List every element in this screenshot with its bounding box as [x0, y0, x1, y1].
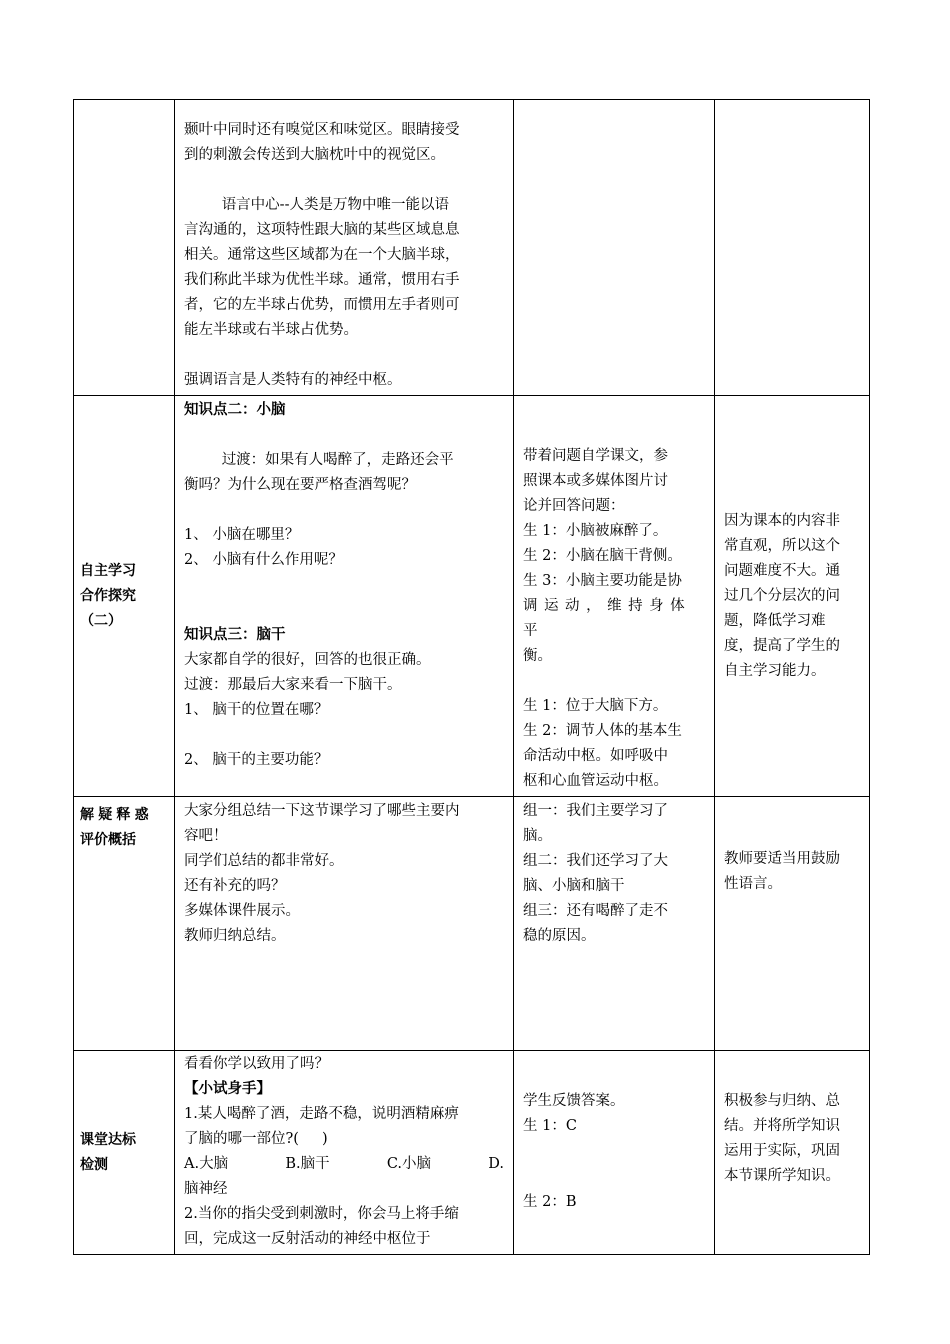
text-line: 看看你学以致用了吗？ [184, 1056, 329, 1072]
stage-label: 合作探究 [80, 587, 136, 604]
text-line: 本节课所学知识。 [724, 1168, 840, 1184]
text-line: 教师归纳总结。 [184, 928, 286, 944]
text-line: 生 2：B [523, 1194, 577, 1210]
stage-label: 解疑释惑 [80, 807, 153, 823]
text-line: 生 1：C [523, 1118, 577, 1134]
stage-label-cell [74, 396, 175, 797]
text-line: 我们称此半球为优性半球。通常，惯用右手 [184, 272, 460, 288]
text-line: 到的刺激会传送到大脑枕叶中的视觉区。 [184, 147, 445, 163]
table-row [74, 100, 870, 396]
text-line: 还有补充的吗？ [184, 878, 286, 894]
text-line: 教师要适当用鼓励 [724, 851, 840, 867]
text-line: 相关。通常这些区域都为在一个大脑半球， [184, 247, 460, 263]
text-line: 问题难度不大。通 [724, 562, 840, 579]
text-line: 运用于实际，巩固 [724, 1143, 840, 1159]
design-intent-cell [715, 100, 870, 396]
lesson-plan-table [73, 99, 870, 1255]
text-line: 调运动，维持身体平 [523, 598, 692, 639]
knowledge-point-title: 知识点三：脑干 [184, 627, 286, 643]
option-c: C.小脑 [386, 1156, 432, 1172]
text-line: 组二：我们还学习了大 [523, 853, 668, 869]
text-line: 过渡：如果有人喝醉了，走路还会平 [221, 452, 454, 468]
design-intent-cell [715, 396, 870, 797]
text-line: 生 1：小脑被麻醉了。 [523, 523, 668, 539]
design-intent-cell [715, 797, 870, 1051]
question-item: 1、 脑干的位置在哪？ [184, 702, 329, 718]
text-line: 照课本或多媒体图片讨 [523, 473, 668, 489]
text-line: 题，降低学习难 [724, 612, 826, 629]
text-line: 学生反馈答案。 [523, 1093, 625, 1109]
option-a: A.大脑 [184, 1156, 229, 1172]
text-line: 稳的原因。 [523, 928, 596, 944]
text-line: 度，提高了学生的 [724, 637, 840, 654]
text-line: 论并回答问题： [523, 498, 625, 514]
text-line: 因为课本的内容非 [724, 512, 840, 529]
text-line: 衡。 [523, 648, 552, 664]
text-line: 颞叶中同时还有嗅觉区和味觉区。眼睛接受 [184, 122, 460, 138]
teacher-activity-cell [175, 396, 514, 797]
question-item: 2、 脑干的主要功能？ [184, 752, 329, 768]
text-line: 自主学习能力。 [724, 662, 826, 679]
stage-cell-empty [74, 100, 175, 396]
teacher-activity-cell [175, 100, 514, 396]
student-activity-cell [514, 396, 715, 797]
question-item: 2、 小脑有什么作用呢？ [184, 552, 343, 568]
text-line: 者，它的左半球占优势，而惯用左手者则可 [184, 297, 460, 313]
quiz-question: 回，完成这一反射活动的神经中枢位于 [184, 1231, 431, 1247]
table-row [74, 1051, 870, 1255]
text-line: 积极参与归纳、总 [724, 1093, 840, 1109]
stage-label: 课堂达标 [80, 1131, 136, 1148]
text-line: 言沟通的，这项特性跟大脑的某些区域息息 [184, 222, 460, 238]
knowledge-point-title: 知识点二：小脑 [184, 402, 286, 418]
text-line: 强调语言是人类特有的神经中枢。 [184, 372, 402, 388]
stage-label-cell [74, 1051, 175, 1255]
text-line: 常直观，所以这个 [724, 537, 840, 554]
stage-label: （二） [80, 612, 122, 629]
text-line: 脑。 [523, 828, 552, 844]
text-line: 衡吗？为什么现在要严格查酒驾呢？ [184, 477, 416, 493]
teacher-activity-cell [175, 1051, 514, 1255]
text-line: 过渡：那最后大家来看一下脑干。 [184, 677, 402, 693]
text-line: 性语言。 [724, 876, 782, 892]
quiz-question: 2.当你的指尖受到刺激时，你会马上将手缩 [184, 1206, 459, 1222]
stage-label: 评价概括 [80, 832, 136, 848]
student-activity-cell [514, 100, 715, 396]
text-line: 大家都自学的很好，回答的也很正确。 [184, 652, 431, 668]
text-line: 组三：还有喝醉了走不 [523, 903, 668, 919]
text-line: 容吧！ [184, 828, 228, 844]
stage-label-cell [74, 797, 175, 1051]
text-line: 大家分组总结一下这节课学习了哪些主要内 [184, 803, 460, 819]
option-b: B.脑干 [285, 1156, 330, 1172]
table-row [74, 797, 870, 1051]
text-line: 结。并将所学知识 [724, 1118, 840, 1134]
text-line: 枢和心血管运动中枢。 [523, 773, 668, 789]
text-line: 组一：我们主要学习了 [523, 803, 668, 819]
text-line: 生 2：调节人体的基本生 [523, 723, 682, 739]
text-line: 生 1：位于大脑下方。 [523, 698, 668, 714]
teacher-activity-cell [175, 797, 514, 1051]
option-d-text: 脑神经 [184, 1181, 228, 1197]
quiz-options [184, 1152, 504, 1177]
stage-label: 检测 [80, 1156, 108, 1173]
text-line: 脑、小脑和脑干 [523, 878, 625, 894]
text-line: 过几个分层次的问 [724, 587, 840, 604]
quiz-question: 1.某人喝醉了酒，走路不稳，说明酒精麻痹 [184, 1106, 459, 1122]
text-line: 生 3：小脑主要功能是协 [523, 573, 682, 589]
section-heading: 【小试身手】 [184, 1081, 271, 1097]
option-d: D. [488, 1156, 504, 1172]
text-line: 语言中心--人类是万物中唯一能以语 [221, 197, 449, 213]
text-line: 多媒体课件展示。 [184, 903, 300, 919]
stage-label: 自主学习 [80, 562, 136, 579]
quiz-question: 了脑的哪一部位?( ) [184, 1131, 328, 1147]
text-line: 命活动中枢。如呼吸中 [523, 748, 668, 764]
table-row [74, 396, 870, 797]
design-intent-cell [715, 1051, 870, 1255]
student-activity-cell [514, 797, 715, 1051]
text-line: 能左半球或右半球占优势。 [184, 322, 358, 338]
question-item: 1、 小脑在哪里？ [184, 527, 300, 543]
text-line: 生 2：小脑在脑干背侧。 [523, 548, 682, 564]
text-line: 同学们总结的都非常好。 [184, 853, 344, 869]
text-line: 带着问题自学课文，参 [523, 448, 668, 464]
student-activity-cell [514, 1051, 715, 1255]
